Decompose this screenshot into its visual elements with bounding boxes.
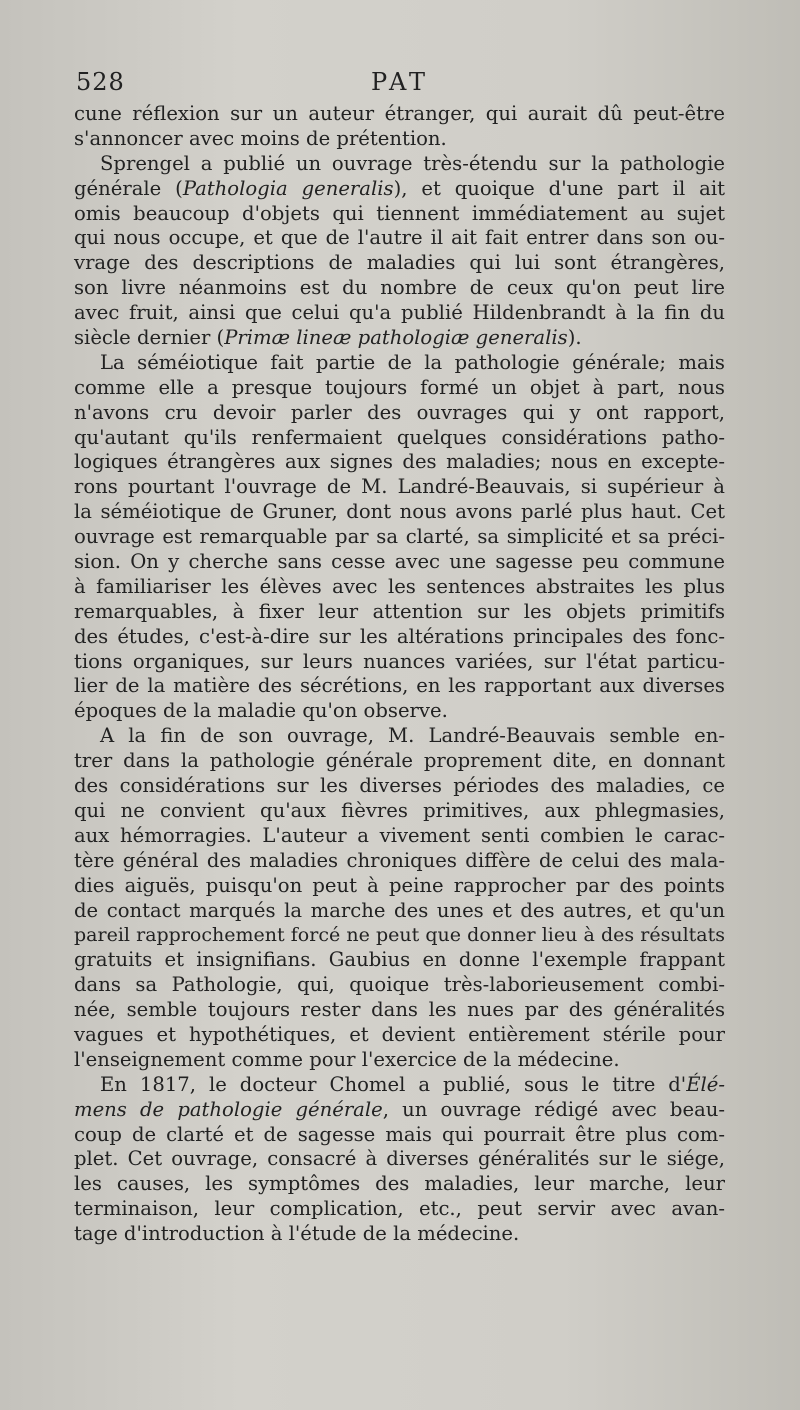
text-segment: comme elle a presque toujours formé un objet à part, nous <box>74 375 725 399</box>
text-segment: En 1817, le docteur Chomel a publié, sous le titre d' <box>100 1072 687 1096</box>
text-line <box>74 550 725 575</box>
text-segment: dies aiguës, puisqu'on peut à peine rapprocher par des points <box>74 873 725 897</box>
text-line <box>74 1023 725 1048</box>
text-line <box>74 799 725 824</box>
text-segment: avec fruit, ainsi que celui qu'a publié Hildenbrandt à la fin du <box>74 301 725 325</box>
text-segment: logiques étrangères aux signes des maladies; nous en excepte- <box>74 450 725 474</box>
text-segment: à familiariser les élèves avec les sentences abstraites les plus <box>74 574 725 598</box>
text-segment: lier de la matière des sécrétions, en les rapportant aux diverses <box>74 674 725 698</box>
text-segment: des considérations sur les diverses périodes des maladies, ce <box>74 774 725 798</box>
text-segment: la séméiotique de Gruner, dont nous avons parlé plus haut. Cet <box>74 500 725 524</box>
text-segment: , un ouvrage rédigé avec beau- <box>382 1097 725 1121</box>
text-line <box>74 450 725 475</box>
text-line <box>74 923 725 948</box>
text-segment: La séméiotique fait partie de la pathologie générale; mais <box>100 350 725 374</box>
text-line <box>74 525 725 550</box>
text-line <box>74 973 725 998</box>
text-line <box>74 849 725 874</box>
text-segment: ), et quoique d'une part il ait <box>393 176 726 200</box>
text-segment: terminaison, leur complication, etc., peut servir avec avan- <box>74 1197 725 1221</box>
text-line <box>74 102 725 127</box>
text-line <box>74 276 725 301</box>
text-line <box>74 824 725 849</box>
text-segment: gratuits et insignifians. Gaubius en donne l'exemple frappant <box>74 948 725 972</box>
text-line <box>74 401 725 426</box>
text-line <box>74 475 725 500</box>
text-line <box>74 1172 725 1197</box>
text-line <box>74 127 725 152</box>
text-line <box>74 724 725 749</box>
text-segment: générale ( <box>74 176 183 200</box>
italic-text: Élé- <box>686 1072 725 1096</box>
italic-text: mens de pathologie générale <box>74 1097 383 1121</box>
running-head: PAT <box>371 68 429 96</box>
text-line <box>74 351 725 376</box>
text-segment: ). <box>567 326 582 350</box>
text-line <box>74 699 725 724</box>
text-segment: s'annoncer avec moins de prétention. <box>74 126 447 150</box>
text-line <box>74 152 725 177</box>
text-segment: les causes, les symptômes des maladies, leur marche, leur <box>74 1172 725 1196</box>
text-line <box>74 301 725 326</box>
text-segment: son livre néanmoins est du nombre de ceux qu'on peut lire <box>74 276 725 300</box>
text-line <box>74 1098 725 1123</box>
text-segment: siècle dernier ( <box>74 326 225 350</box>
text-segment: vagues et hypothétiques, et devient entièrement stérile pour <box>74 1022 725 1046</box>
text-segment: pareil rapprochement forcé ne peut que donner lieu à des résultats <box>74 924 725 947</box>
text-segment: l'enseignement comme pour l'exercice de la médecine. <box>74 1047 620 1071</box>
text-segment: remarquables, à fixer leur attention sur les objets primitifs <box>74 599 725 623</box>
text-line <box>74 1048 725 1073</box>
page-number: 528 <box>76 68 125 96</box>
text-line <box>74 998 725 1023</box>
text-segment: dans sa Pathologie, qui, quoique très-laborieusement combi- <box>74 973 725 997</box>
text-segment: sion. On y cherche sans cesse avec une sagesse peu commune <box>74 550 725 574</box>
text-line <box>74 575 725 600</box>
text-segment: coup de clarté et de sagesse mais qui pourrait être plus com- <box>74 1122 725 1146</box>
italic-text: Pathologia generalis <box>182 176 394 200</box>
text-line <box>74 749 725 774</box>
text-segment: trer dans la pathologie générale proprement dite, en donnant <box>74 749 725 773</box>
text-line <box>74 1222 725 1247</box>
text-segment: époques de la maladie qu'on observe. <box>74 699 448 723</box>
text-line <box>74 1073 725 1098</box>
text-line <box>74 774 725 799</box>
text-line <box>74 177 725 202</box>
text-line <box>74 376 725 401</box>
text-line <box>74 1197 725 1222</box>
text-segment: ouvrage est remarquable par sa clarté, sa simplicité et sa préci- <box>74 525 725 549</box>
text-segment: qui nous occupe, et que de l'autre il ait fait entrer dans son ou- <box>74 226 725 250</box>
text-segment: vrage des descriptions de maladies qui lui sont étrangères, <box>74 251 725 275</box>
text-segment: rons pourtant l'ouvrage de M. Landré-Beauvais, si supérieur à <box>74 475 725 499</box>
text-segment: des études, c'est-à-dire sur les altérations principales des fonc- <box>74 624 725 648</box>
text-segment: aux hémorragies. L'auteur a vivement senti combien le carac- <box>74 823 725 847</box>
text-segment: tions organiques, sur leurs nuances variées, sur l'état particu- <box>74 649 725 673</box>
text-segment: omis beaucoup d'objets qui tiennent immédiatement au sujet <box>74 201 725 225</box>
text-segment: tage d'introduction à l'étude de la médecine. <box>74 1222 520 1246</box>
italic-text: Primæ lineæ pathologiæ generalis <box>224 326 568 350</box>
text-segment: plet. Cet ouvrage, consacré à diverses généralités sur le siége, <box>74 1147 725 1171</box>
page-header <box>76 68 724 102</box>
text-line <box>74 1147 725 1172</box>
text-line <box>74 202 725 227</box>
text-line <box>74 226 725 251</box>
text-line <box>74 251 725 276</box>
text-line <box>74 500 725 525</box>
text-segment: cune réflexion sur un auteur étranger, qui aurait dû peut-être <box>74 102 725 125</box>
body-text <box>74 102 725 1247</box>
text-line <box>74 625 725 650</box>
text-line <box>74 899 725 924</box>
text-segment: Sprengel a publié un ouvrage très-étendu sur la pathologie <box>100 151 725 175</box>
text-segment: n'avons cru devoir parler des ouvrages qui y ont rapport, <box>74 400 725 424</box>
text-segment: qu'autant qu'ils renfermaient quelques considérations patho- <box>74 425 725 449</box>
text-line <box>74 326 725 351</box>
text-segment: A la fin de son ouvrage, M. Landré-Beauvais semble en- <box>100 724 725 748</box>
text-segment: tère général des maladies chroniques diffère de celui des mala- <box>74 848 725 872</box>
text-line <box>74 1123 725 1148</box>
text-line <box>74 426 725 451</box>
text-line <box>74 650 725 675</box>
text-line <box>74 600 725 625</box>
text-segment: qui ne convient qu'aux fièvres primitives, aux phlegmasies, <box>74 798 725 822</box>
text-segment: de contact marqués la marche des unes et des autres, et qu'un <box>74 898 725 922</box>
text-line <box>74 874 725 899</box>
text-segment: née, semble toujours rester dans les nues par des généralités <box>74 998 725 1022</box>
text-line <box>74 674 725 699</box>
text-line <box>74 948 725 973</box>
